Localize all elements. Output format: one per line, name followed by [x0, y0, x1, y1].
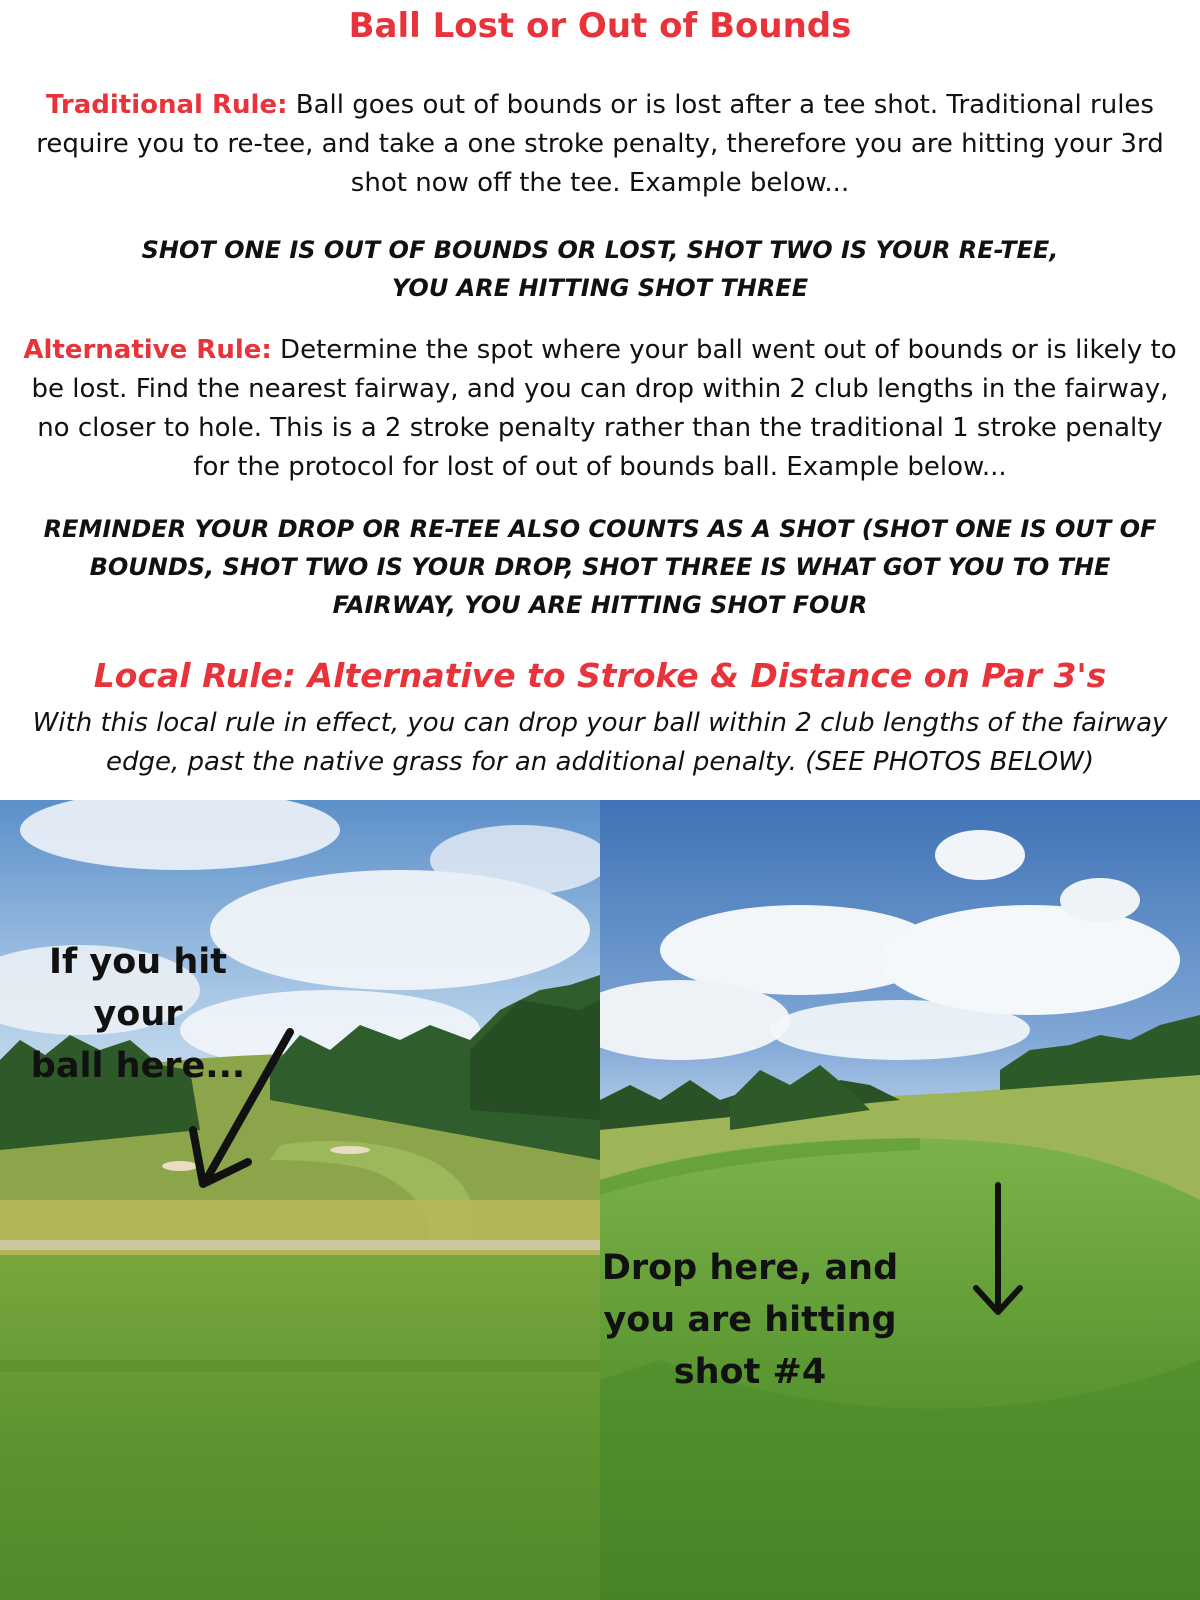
- page-title: Ball Lost or Out of Bounds: [348, 6, 852, 46]
- right-photo-drop-zone: [600, 800, 1200, 1600]
- traditional-rule-label: Traditional Rule:: [46, 90, 288, 120]
- left-photo-illustration: [0, 800, 600, 1600]
- alternative-rule-paragraph: [16, 331, 1184, 487]
- alternative-rule-label: Alternative Rule:: [23, 335, 272, 365]
- traditional-rule-text: Ball goes out of bounds or is lost after a tee shot. Traditional rules require you to re-tee, and take a one stroke penalty, therefore you are hitting your 3rd shot now off the tee. Example below...: [36, 90, 1164, 198]
- traditional-rule-paragraph: [16, 86, 1184, 203]
- reminder-text: REMINDER YOUR DROP OR RE-TEE ALSO COUNTS AS A SHOT (SHOT ONE IS OUT OF BOUNDS, SHOT TWO IS YOUR DROP, SHOT THREE IS WHAT GOT YOU TO THE FAIRWAY, YOU ARE HITTING SHOT FOUR: [43, 515, 1157, 619]
- traditional-example-line2: YOU ARE HITTING SHOT THREE: [391, 274, 809, 302]
- right-caption-line2: you are hitting: [603, 1300, 897, 1340]
- local-rule-text: With this local rule in effect, you can drop your ball within 2 club lengths of the fairway edge, past the native grass for an additional penalty. (SEE PHOTOS BELOW): [32, 708, 1168, 777]
- right-photo-caption: [600, 1242, 900, 1398]
- alternative-rule-text: Determine the spot where your ball went out of bounds or is likely to be lost. Find the nearest fairway, and you can drop within 2 club lengths in the fairway, no closer to hole. This is a 2 stroke penalty rather than the traditional 1 stroke penalty for the protocol for lost of out of bounds ball. Example below...: [31, 335, 1177, 482]
- left-caption-line2: ball here...: [30, 1046, 246, 1086]
- traditional-example-line1: SHOT ONE IS OUT OF BOUNDS OR LOST, SHOT TWO IS YOUR RE-TEE,: [141, 236, 1059, 264]
- local-rule-title: Local Rule: Alternative to Stroke & Distance on Par 3's: [93, 656, 1107, 695]
- left-photo-out-of-bounds: [0, 800, 600, 1600]
- traditional-example: [16, 231, 1184, 307]
- right-caption-line3: shot #4: [673, 1352, 827, 1392]
- left-caption-line1: If you hit your: [48, 942, 228, 1034]
- right-caption-line1: Drop here, and: [601, 1248, 899, 1288]
- left-photo-caption: [0, 936, 276, 1092]
- right-photo-illustration: [600, 800, 1200, 1600]
